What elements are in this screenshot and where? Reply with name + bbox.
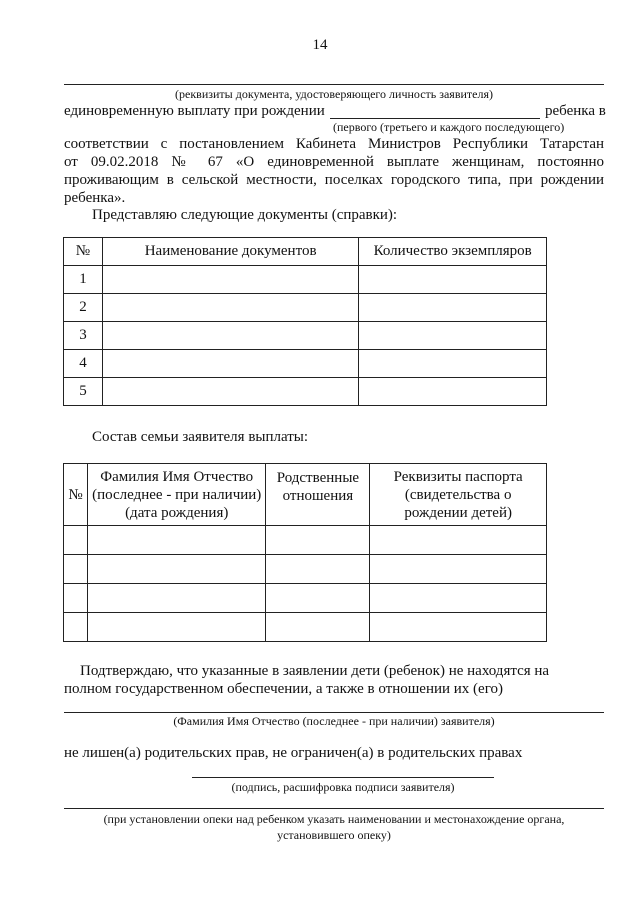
family-passport-cell[interactable]: [370, 584, 547, 613]
family-name-cell[interactable]: [87, 555, 266, 584]
table-row: [64, 294, 547, 322]
docs-count-cell[interactable]: [359, 378, 547, 406]
family-passport-cell[interactable]: [370, 613, 547, 642]
family-header-passport: Реквизиты паспорта (свидетельства о рождении детей): [370, 464, 547, 526]
request-line4: проживающим в сельской местности, поселках городского типа, при рождении: [64, 172, 604, 188]
request-line1-end: ребенка в: [545, 103, 606, 119]
child-order-caption: (первого (третьего и каждого последующего): [333, 120, 565, 134]
family-relation-cell[interactable]: [266, 555, 370, 584]
guardian-caption-line1: (при установлении опеки над ребенком указать наименовании и местонахождение органа,: [103, 812, 565, 826]
docs-name-cell[interactable]: [102, 350, 358, 378]
family-intro: Состав семьи заявителя выплаты:: [92, 429, 309, 445]
fio-line[interactable]: [64, 712, 604, 713]
id-document-caption: (реквизиты документа, удостоверяющего личность заявителя): [175, 87, 493, 101]
family-header-relation: Родственные отношения: [266, 464, 370, 526]
docs-row-number: 1: [64, 266, 103, 294]
docs-name-cell[interactable]: [102, 266, 358, 294]
family-number-cell[interactable]: [64, 584, 88, 613]
table-row: [64, 266, 547, 294]
fio-caption: (Фамилия Имя Отчество (последнее - при наличии) заявителя): [173, 714, 495, 728]
docs-row-number: 4: [64, 350, 103, 378]
docs-name-cell[interactable]: [102, 378, 358, 406]
page-number: 14: [312, 37, 328, 53]
family-name-cell[interactable]: [87, 526, 266, 555]
docs-count-cell[interactable]: [359, 266, 547, 294]
confirm-line1: Подтверждаю, что указанные в заявлении дети (ребенок) не находятся на: [80, 663, 550, 679]
table-row: [64, 613, 547, 642]
docs-count-cell[interactable]: [359, 294, 547, 322]
signature-line[interactable]: [192, 777, 494, 778]
table-row: [64, 555, 547, 584]
family-relation-cell[interactable]: [266, 613, 370, 642]
docs-name-cell[interactable]: [102, 322, 358, 350]
table-row: [64, 350, 547, 378]
family-number-cell[interactable]: [64, 526, 88, 555]
docs-header-number: №: [64, 238, 103, 266]
family-number-cell[interactable]: [64, 613, 88, 642]
family-header-name: Фамилия Имя Отчество (последнее - при наличии) (дата рождения): [87, 464, 266, 526]
child-order-line[interactable]: [330, 118, 540, 119]
docs-row-number: 5: [64, 378, 103, 406]
docs-name-cell[interactable]: [102, 294, 358, 322]
request-line3: от 09.02.2018 № 67 «О единовременной выплате женщинам, постоянно: [64, 154, 604, 170]
docs-row-number: 2: [64, 294, 103, 322]
docs-count-cell[interactable]: [359, 322, 547, 350]
family-relation-cell[interactable]: [266, 584, 370, 613]
docs-count-cell[interactable]: [359, 350, 547, 378]
table-row: [64, 378, 547, 406]
table-row: [64, 526, 547, 555]
documents-intro: Представляю следующие документы (справки):: [92, 207, 398, 223]
table-row: [64, 322, 547, 350]
confirm-line2: полном государственном обеспечении, а также в отношении их (его): [64, 681, 503, 697]
guardian-caption-line2: установившего опеку): [277, 828, 391, 842]
signature-caption: (подпись, расшифровка подписи заявителя): [231, 780, 455, 794]
family-table: [63, 463, 547, 642]
docs-header-name: Наименование документов: [102, 238, 358, 266]
table-row: [64, 584, 547, 613]
family-header-number: №: [64, 464, 88, 526]
rights-text: не лишен(а) родительских прав, не ограничен(а) в родительских правах: [64, 745, 523, 761]
guardian-line[interactable]: [64, 808, 604, 809]
family-name-cell[interactable]: [87, 613, 266, 642]
family-passport-cell[interactable]: [370, 526, 547, 555]
family-relation-cell[interactable]: [266, 526, 370, 555]
request-line2: соответствии с постановлением Кабинета Министров Республики Татарстан: [64, 136, 604, 152]
request-line1-start: единовременную выплату при рождении: [64, 103, 325, 119]
docs-header-count: Количество экземпляров: [359, 238, 547, 266]
docs-row-number: 3: [64, 322, 103, 350]
family-number-cell[interactable]: [64, 555, 88, 584]
request-line5: ребенка».: [64, 190, 126, 206]
family-passport-cell[interactable]: [370, 555, 547, 584]
family-name-cell[interactable]: [87, 584, 266, 613]
id-document-line[interactable]: [64, 84, 604, 85]
documents-table: [63, 237, 547, 406]
